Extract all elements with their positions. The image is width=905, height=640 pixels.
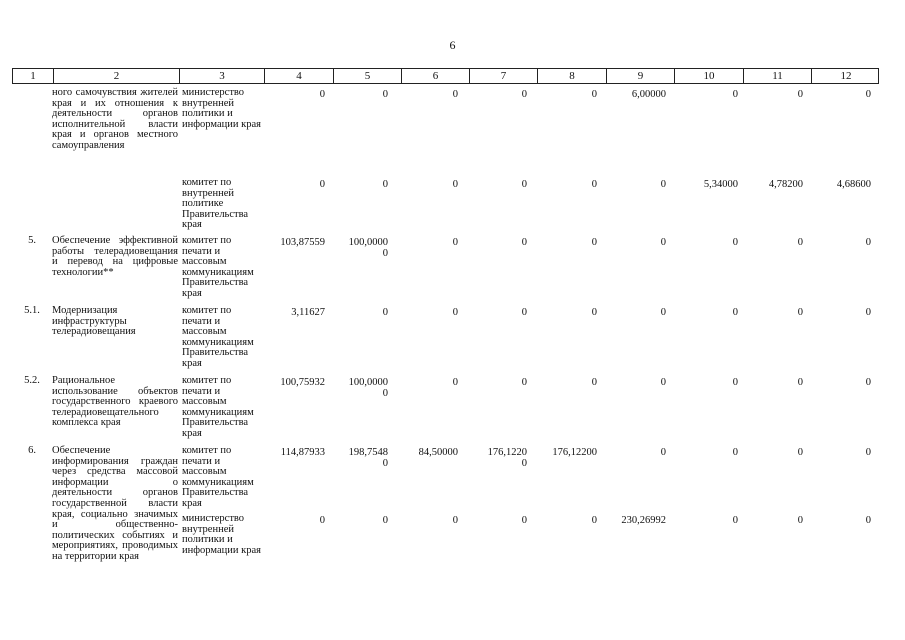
row-value-col-12: 4,68600 [836, 179, 871, 190]
row-value-col-5: 100,0000 0 [348, 377, 388, 399]
row-responsible: комитет по печати и массовым коммуникациям Правительства края [182, 235, 254, 299]
row-value-col-12: 0 [865, 377, 871, 388]
row-value-col-6: 0 [452, 515, 458, 526]
row-value-col-7: 0 [521, 179, 527, 190]
row-name: Обеспечение информирования граждан через средства массовой информации о деятельности органов государственной власти края, социально значимых и общественно-политических событиях и мероприятиях, проводимых на территории края [52, 445, 178, 562]
row-value-col-9: 0 [660, 237, 666, 248]
row-value-col-6: 0 [452, 237, 458, 248]
row-value-col-12: 0 [865, 89, 871, 100]
row-value-col-8: 0 [591, 237, 597, 248]
row-name: ного самочувствия жителей края и их отношения к деятельности органов исполнительной власти края и органов местного самоуправления [52, 87, 178, 151]
column-header-3: 3 [179, 69, 264, 83]
row-value-col-7: 0 [521, 307, 527, 318]
row-number: 5. [28, 235, 36, 246]
row-number: 5.2. [24, 375, 40, 386]
row-name: Обеспечение эффективной работы телерадиовещания и перевод на цифровые технологии** [52, 235, 178, 278]
column-header-1: 1 [30, 70, 36, 82]
row-value-col-10: 0 [732, 89, 738, 100]
row-value-col-8: 0 [591, 515, 597, 526]
row-value-col-5: 198,7548 0 [348, 447, 388, 469]
row-value-col-11: 0 [797, 307, 803, 318]
row-number: 6. [28, 445, 36, 456]
row-responsible: комитет по печати и массовым коммуникациям Правительства края [182, 375, 254, 439]
row-value-col-9: 6,00000 [631, 89, 666, 100]
row-value-col-6: 84,50000 [418, 447, 458, 458]
row-value-col-4: 114,87933 [280, 447, 325, 458]
row-value-col-8: 0 [591, 179, 597, 190]
row-value-col-9: 0 [660, 179, 666, 190]
row-value-col-8: 176,12200 [552, 447, 597, 458]
row-value-col-6: 0 [452, 179, 458, 190]
row-value-col-5: 0 [382, 307, 388, 318]
column-header-4: 4 [264, 69, 333, 83]
row-value-col-9: 230,26992 [621, 515, 666, 526]
row-responsible: комитет по печати и массовым коммуникациям Правительства края [182, 445, 254, 509]
column-header-10: 10 [674, 69, 743, 83]
row-value-col-6: 0 [452, 89, 458, 100]
row-name: Модернизация инфраструктуры телерадиовещания [52, 305, 136, 338]
row-value-col-10: 0 [732, 515, 738, 526]
column-header-2: 2 [53, 69, 179, 83]
row-value-col-8: 0 [591, 307, 597, 318]
row-value-col-7: 176,1220 0 [487, 447, 527, 469]
row-value-col-9: 0 [660, 447, 666, 458]
row-value-col-4: 0 [319, 515, 325, 526]
row-value-col-6: 0 [452, 377, 458, 388]
row-value-col-10: 0 [732, 237, 738, 248]
row-name: Рациональное использование объектов государственного краевого телерадиовещательного комплекса края [52, 375, 178, 429]
column-header-6: 6 [401, 69, 469, 83]
row-responsible: министерство внутренней политики и информации края [182, 513, 261, 556]
row-number: 5.1. [24, 305, 40, 316]
row-value-col-4: 0 [319, 179, 325, 190]
row-value-col-6: 0 [452, 307, 458, 318]
row-value-col-5: 0 [382, 179, 388, 190]
row-value-col-9: 0 [660, 307, 666, 318]
row-value-col-4: 0 [319, 89, 325, 100]
row-value-col-10: 0 [732, 447, 738, 458]
column-header-12: 12 [811, 69, 880, 83]
column-header-9: 9 [606, 69, 674, 83]
table-header [12, 68, 879, 84]
row-value-col-8: 0 [591, 89, 597, 100]
row-value-col-4: 3,11627 [291, 307, 325, 318]
row-value-col-11: 0 [797, 89, 803, 100]
row-responsible: комитет по печати и массовым коммуникациям Правительства края [182, 305, 254, 369]
row-value-col-10: 0 [732, 307, 738, 318]
row-value-col-7: 0 [521, 89, 527, 100]
row-value-col-12: 0 [865, 515, 871, 526]
row-value-col-12: 0 [865, 447, 871, 458]
row-responsible: министерство внутренней политики и информации края [182, 87, 261, 130]
row-value-col-11: 0 [797, 237, 803, 248]
row-value-col-5: 0 [382, 89, 388, 100]
row-value-col-10: 0 [732, 377, 738, 388]
row-responsible: комитет по внутренней политике Правительства края [182, 177, 249, 231]
row-value-col-4: 100,75932 [280, 377, 325, 388]
row-value-col-7: 0 [521, 377, 527, 388]
row-value-col-5: 0 [382, 515, 388, 526]
row-value-col-11: 0 [797, 377, 803, 388]
row-value-col-11: 4,78200 [768, 179, 803, 190]
column-header-5: 5 [333, 69, 401, 83]
row-value-col-11: 0 [797, 447, 803, 458]
column-header-11: 11 [743, 69, 811, 83]
row-value-col-12: 0 [865, 307, 871, 318]
row-value-col-12: 0 [865, 237, 871, 248]
row-value-col-8: 0 [591, 377, 597, 388]
row-value-col-7: 0 [521, 237, 527, 248]
row-value-col-7: 0 [521, 515, 527, 526]
row-value-col-4: 103,87559 [280, 237, 325, 248]
row-value-col-9: 0 [660, 377, 666, 388]
row-value-col-10: 5,34000 [703, 179, 738, 190]
page-number: 6 [449, 38, 456, 52]
column-header-7: 7 [469, 69, 537, 83]
row-value-col-11: 0 [797, 515, 803, 526]
column-header-8: 8 [537, 69, 606, 83]
row-value-col-5: 100,0000 0 [348, 237, 388, 259]
